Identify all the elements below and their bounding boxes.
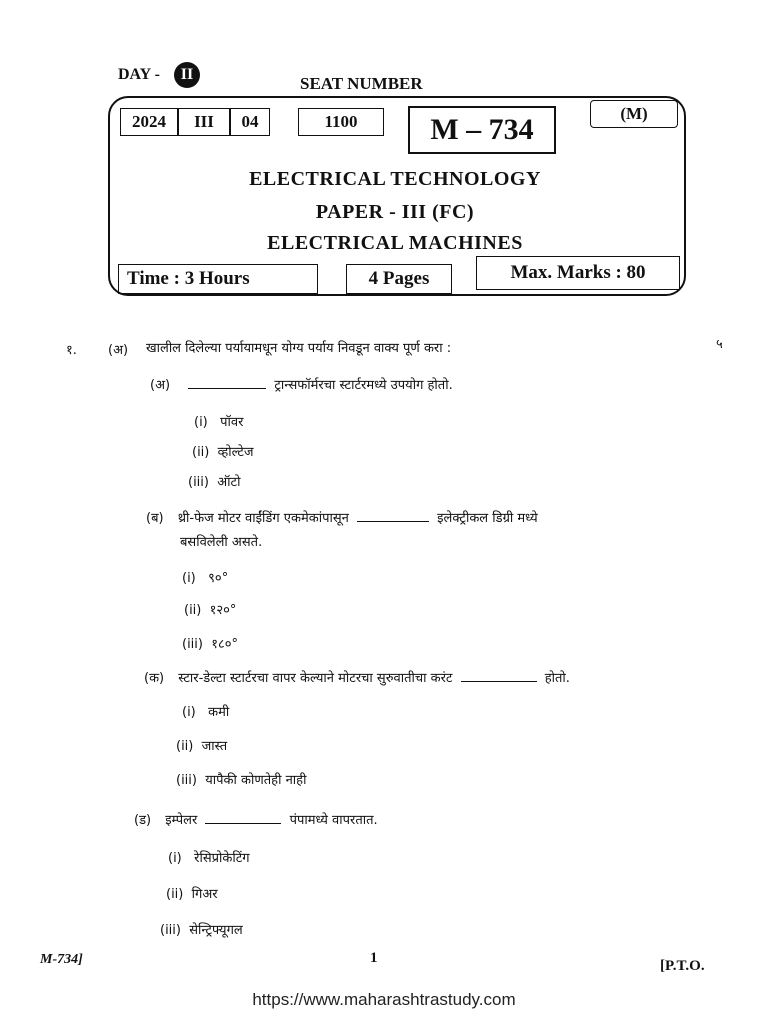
sub-label: (क) — [144, 671, 165, 686]
sub-question-a — [150, 375, 453, 393]
sub-text: ट्रान्सफॉर्मरचा स्टार्टरमध्ये उपयोग होतो. — [274, 378, 453, 393]
sub-text-before: इम्पेलर — [165, 813, 198, 828]
sub-text-after: होतो. — [544, 671, 570, 686]
sub-text-after: पंपामध्ये वापरतात. — [289, 813, 378, 828]
medium-box: (M) — [590, 100, 678, 128]
page-number: 1 — [370, 950, 378, 966]
answer-blank — [461, 670, 537, 682]
day-value: II — [180, 66, 194, 83]
option-d-i: (i) रेसिप्रोकेटिंग — [168, 851, 250, 866]
footer-paper-code: M-734] — [40, 952, 83, 967]
option-b-iii: (iii) १८०° — [182, 637, 239, 652]
option-d-ii: (ii) गिअर — [166, 887, 218, 902]
code-cell-month: III — [178, 108, 230, 136]
code-cell-year: 2024 — [120, 108, 178, 136]
sub-text-before: स्टार-डेल्टा स्टार्टरचा वापर केल्याने मोटरचा सुरुवातीचा करंट — [178, 671, 453, 686]
max-marks-box: Max. Marks : 80 — [476, 256, 680, 290]
paper-code-box: M – 734 — [408, 106, 556, 154]
sub-label: (ड) — [134, 813, 152, 828]
question-number: १. — [66, 343, 77, 358]
answer-blank — [357, 510, 429, 522]
option-c-i: (i) कमी — [182, 705, 230, 720]
answer-blank — [188, 377, 266, 389]
option-d-iii: (iii) सेन्ट्रिफ्यूगल — [160, 923, 243, 938]
sub-question-b — [146, 508, 538, 526]
option-a-i: (i) पॉवर — [194, 415, 244, 430]
sub-text-after: इलेक्ट्रीकल डिग्री मध्ये — [437, 511, 538, 526]
day-label: DAY - — [118, 66, 160, 83]
sub-label: (अ) — [150, 378, 171, 393]
subtitle: ELECTRICAL MACHINES — [267, 232, 523, 254]
sub-text-before: थ्री-फेज मोटर वाईंडिंग एकमेकांपासून — [177, 511, 349, 526]
question-marks: ५ — [716, 337, 723, 352]
option-b-i: (i) ९०° — [182, 571, 229, 586]
sub-label: (ब) — [146, 511, 164, 526]
code-cell-time: 1100 — [298, 108, 384, 136]
sub-question-b-line2: बसविलेली असते. — [180, 535, 263, 550]
sub-question-c — [144, 668, 570, 686]
footer-url[interactable]: https://www.maharashtrastudy.com — [252, 990, 516, 1009]
option-a-iii: (iii) ऑटो — [188, 475, 241, 490]
time-box: Time : 3 Hours — [118, 264, 318, 294]
code-cell-day: 04 — [230, 108, 270, 136]
subject-title: ELECTRICAL TECHNOLOGY — [249, 168, 541, 190]
pto-label: [P.T.O. — [660, 958, 705, 974]
question-instruction: खालील दिलेल्या पर्यायामधून योग्य पर्याय निवडून वाक्य पूर्ण करा : — [146, 341, 452, 356]
pages-box: 4 Pages — [346, 264, 452, 294]
option-c-ii: (ii) जास्त — [176, 739, 228, 754]
option-a-ii: (ii) व्होल्टेज — [192, 445, 254, 460]
day-badge — [174, 62, 200, 88]
sub-question-d — [134, 810, 378, 828]
option-c-iii: (iii) यापैकी कोणतेही नाही — [176, 773, 307, 788]
question-part-label: (अ) — [108, 343, 129, 358]
paper-title: PAPER - III (FC) — [315, 201, 475, 223]
option-b-ii: (ii) १२०° — [184, 603, 237, 618]
seat-number-label: SEAT NUMBER — [300, 74, 423, 93]
answer-blank — [205, 812, 281, 824]
